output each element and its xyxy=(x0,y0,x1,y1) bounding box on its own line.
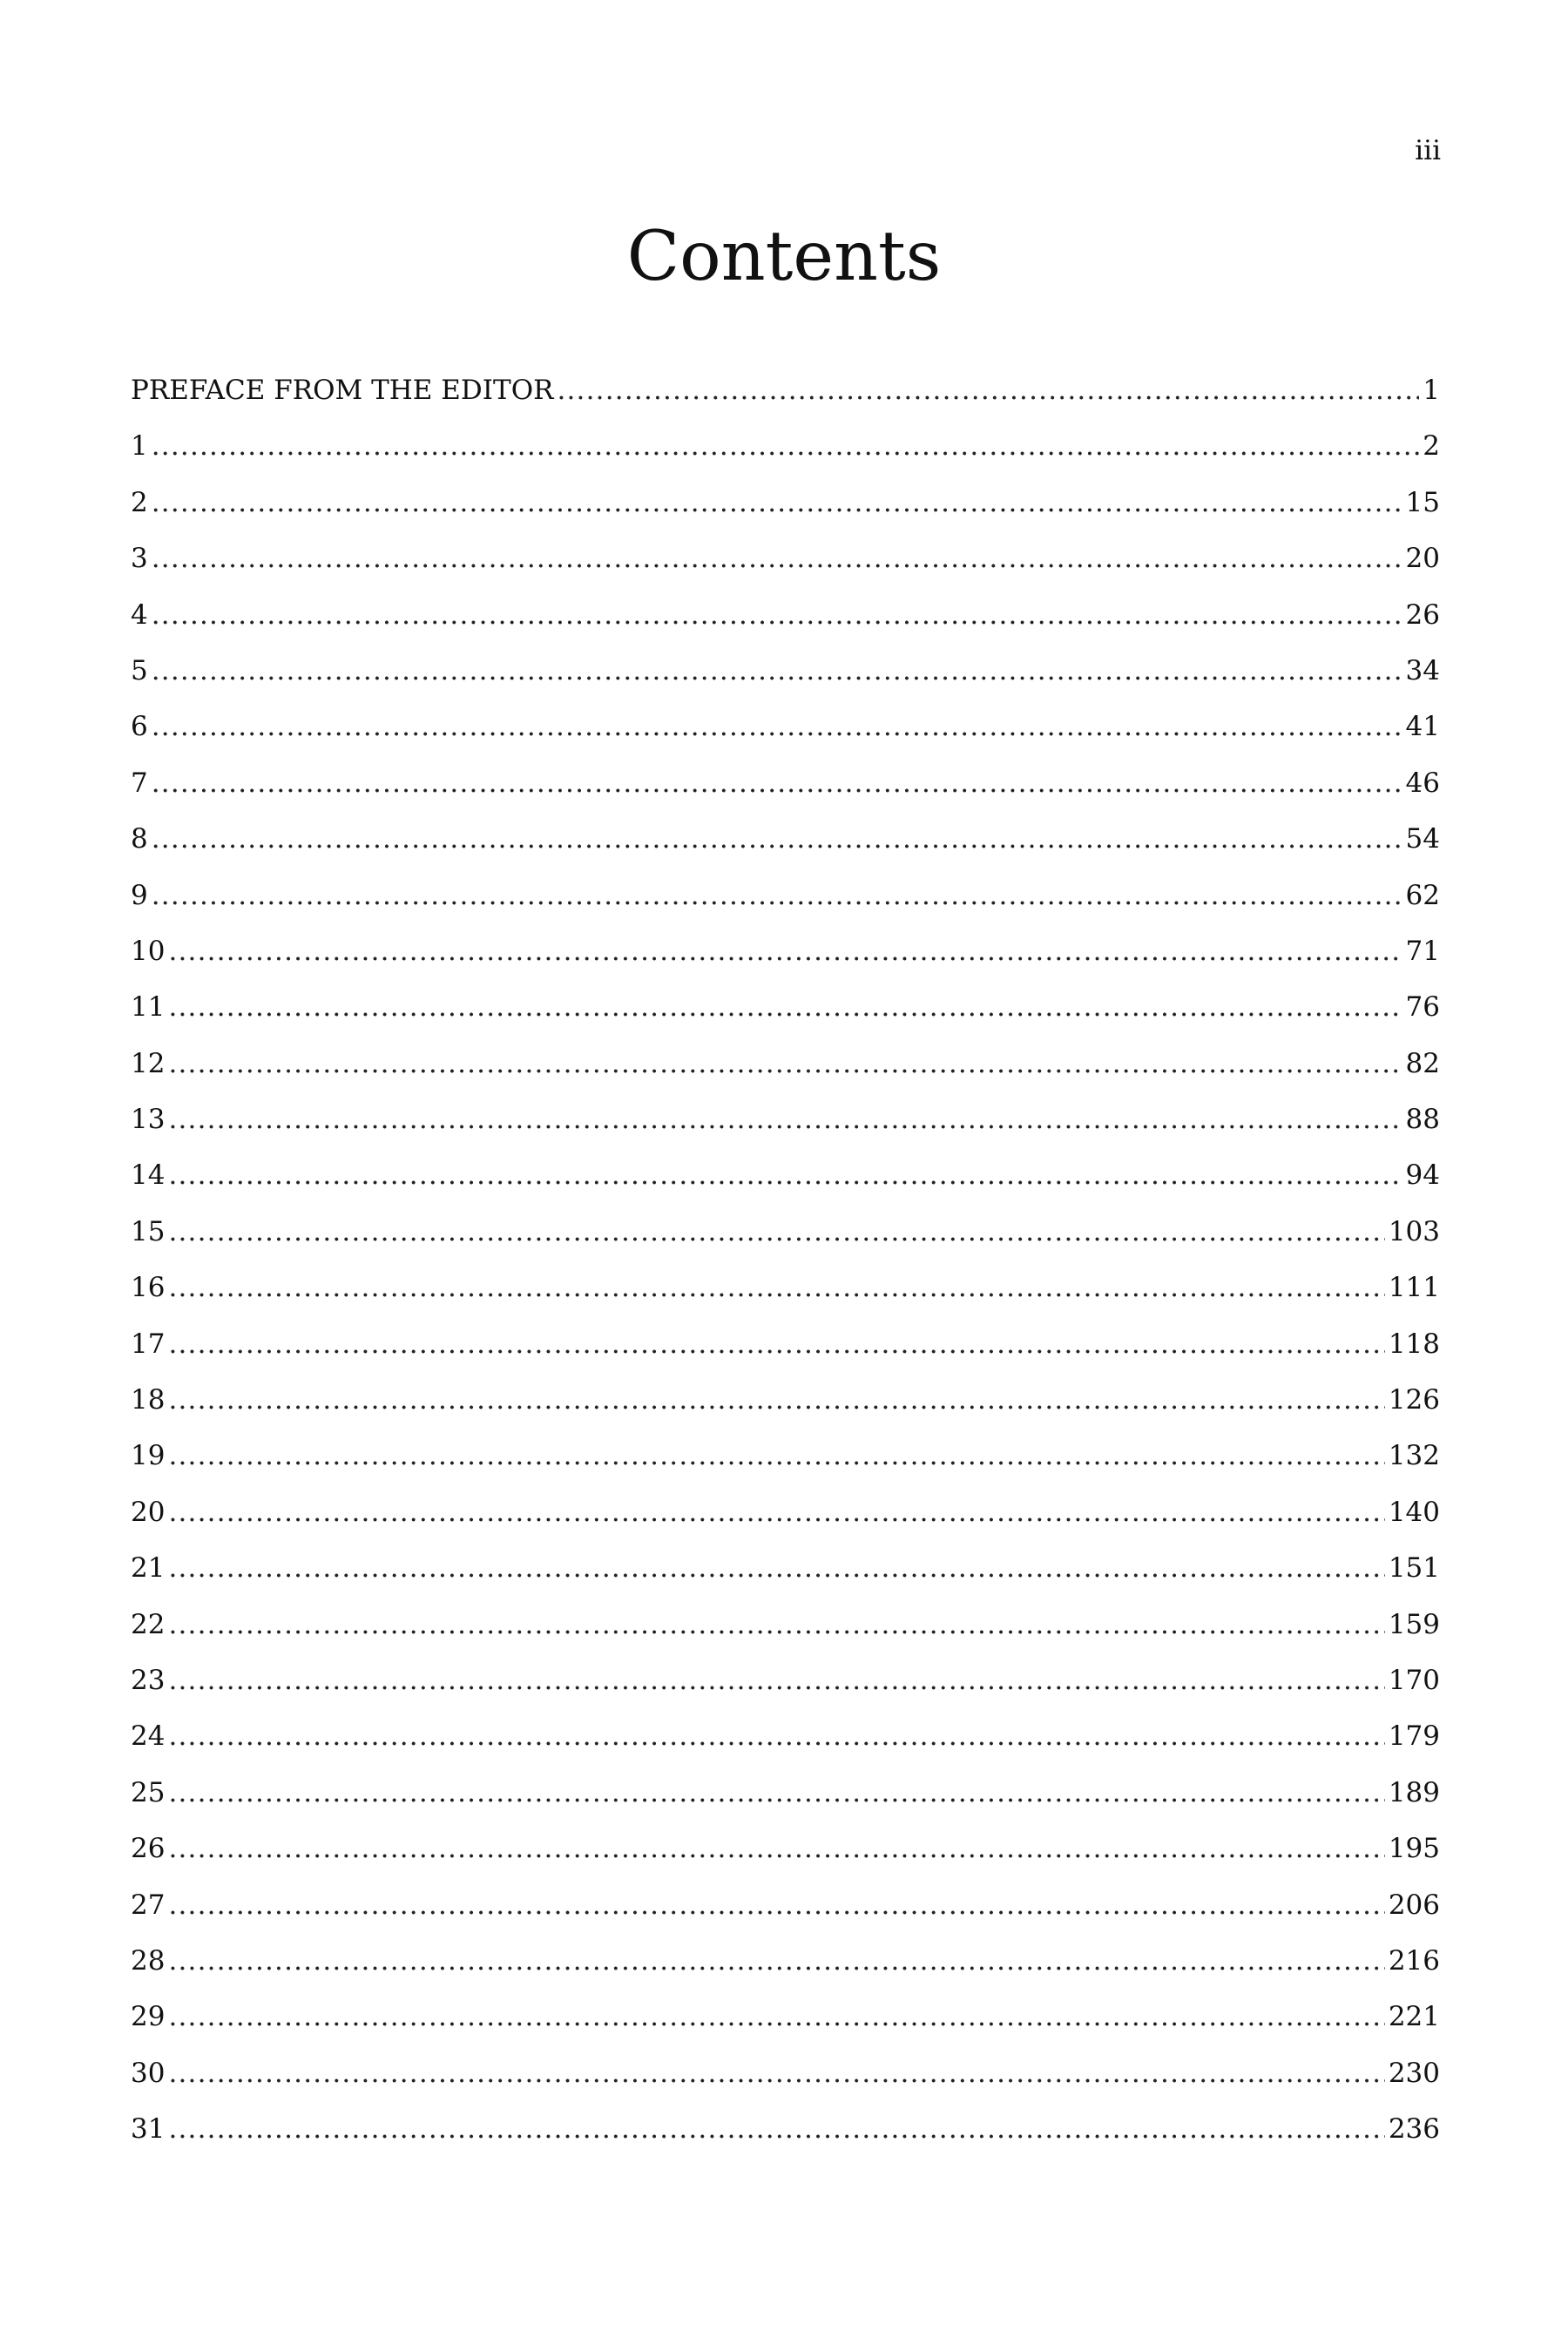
toc-dot-leader xyxy=(168,1219,1384,1246)
toc-entry-page: 1 xyxy=(1423,375,1440,406)
toc-entry-page: 94 xyxy=(1405,1159,1440,1192)
toc-entry[interactable] xyxy=(131,1664,1440,1723)
toc-entry[interactable] xyxy=(131,991,1440,1050)
toc-entry[interactable] xyxy=(131,1384,1440,1443)
toc-entry-page: 216 xyxy=(1388,1944,1440,1977)
toc-entry-label: 30 xyxy=(131,2057,166,2089)
toc-dot-leader xyxy=(168,1106,1402,1133)
toc-dot-leader xyxy=(168,1948,1384,1975)
toc-dot-leader xyxy=(152,545,1402,572)
toc-dot-leader xyxy=(168,1274,1384,1301)
toc-dot-leader xyxy=(152,882,1402,909)
toc-entry-label: 4 xyxy=(131,598,148,631)
toc-dot-leader xyxy=(152,602,1402,629)
toc-dot-leader xyxy=(168,1443,1384,1470)
toc-entry-page: 132 xyxy=(1388,1440,1440,1472)
toc-entry-label: 21 xyxy=(131,1552,166,1585)
toc-entry-page: 76 xyxy=(1405,991,1440,1024)
toc-entry-page: 26 xyxy=(1405,598,1440,631)
toc-dot-leader xyxy=(168,1331,1384,1358)
toc-entry-page: 206 xyxy=(1388,1889,1440,1921)
toc-entry-page: 46 xyxy=(1405,767,1440,799)
toc-entry-label: 14 xyxy=(131,1159,166,1192)
toc-entry-label: 31 xyxy=(131,2113,166,2146)
toc-entry-label: 13 xyxy=(131,1104,166,1136)
toc-entry-page: 118 xyxy=(1388,1328,1440,1360)
toc-entry-page: 151 xyxy=(1388,1552,1440,1585)
toc-entry-label: 24 xyxy=(131,1720,166,1753)
toc-entry[interactable] xyxy=(131,767,1440,826)
toc-entry-label: 27 xyxy=(131,1889,166,1921)
toc-entry[interactable] xyxy=(131,713,1440,769)
toc-entry-page: 170 xyxy=(1388,1664,1440,1696)
toc-entry-page: 236 xyxy=(1388,2113,1440,2146)
toc-entry-page: 82 xyxy=(1405,1047,1440,1079)
toc-entry[interactable] xyxy=(131,654,1440,713)
toc-entry[interactable] xyxy=(131,430,1440,489)
toc-dot-leader xyxy=(152,658,1402,685)
toc-entry[interactable] xyxy=(131,1159,1440,1218)
toc-entry-label: 16 xyxy=(131,1272,166,1304)
toc-entry-page: 195 xyxy=(1388,1833,1440,1865)
toc-dot-leader xyxy=(168,1555,1384,1582)
toc-entry-page: 71 xyxy=(1405,935,1440,967)
toc-entry[interactable] xyxy=(131,486,1440,545)
toc-entry[interactable] xyxy=(131,1496,1440,1555)
toc-entry[interactable] xyxy=(131,2001,1440,2059)
toc-entry[interactable] xyxy=(131,1720,1440,1779)
toc-entry-page: 159 xyxy=(1388,1608,1440,1640)
toc-entry-label: 8 xyxy=(131,823,148,855)
toc-entry[interactable] xyxy=(131,1889,1440,1948)
toc-entry[interactable] xyxy=(131,1274,1440,1330)
toc-dot-leader xyxy=(168,1723,1384,1750)
toc-entry-label: 19 xyxy=(131,1440,166,1472)
toc-entry[interactable] xyxy=(131,1776,1440,1835)
toc-dot-leader xyxy=(168,1051,1402,1078)
toc-dot-leader xyxy=(557,377,1419,404)
toc-entry[interactable] xyxy=(131,377,1440,433)
toc-dot-leader xyxy=(168,938,1402,965)
toc-entry-page: 140 xyxy=(1388,1496,1440,1528)
toc-entry-label: 7 xyxy=(131,767,148,799)
toc-entry[interactable] xyxy=(131,1608,1440,1667)
page-number: iii xyxy=(1415,135,1441,166)
toc-entry-label: PREFACE FROM THE EDITOR xyxy=(131,375,554,406)
toc-entry-page: 189 xyxy=(1388,1776,1440,1808)
toc-dot-leader xyxy=(168,1835,1384,1862)
toc-entry-label: 10 xyxy=(131,935,166,967)
toc-entry-label: 3 xyxy=(131,543,148,575)
toc-dot-leader xyxy=(152,826,1402,853)
toc-entry-label: 1 xyxy=(131,430,148,463)
toc-entry-label: 17 xyxy=(131,1328,166,1360)
toc-entry-page: 41 xyxy=(1405,711,1440,743)
toc-entry-label: 6 xyxy=(131,711,148,743)
toc-dot-leader xyxy=(152,713,1402,740)
toc-dot-leader xyxy=(168,1892,1384,1919)
toc-entry-label: 18 xyxy=(131,1384,166,1416)
toc-entry-label: 23 xyxy=(131,1664,166,1696)
toc-entry-label: 22 xyxy=(131,1608,166,1640)
toc-entry-label: 12 xyxy=(131,1047,166,1079)
toc-entry[interactable] xyxy=(131,1215,1440,1274)
toc-dot-leader xyxy=(168,1780,1384,1807)
toc-dot-leader xyxy=(152,490,1402,517)
table-of-contents xyxy=(131,377,1440,2173)
toc-entry-page: 54 xyxy=(1405,823,1440,855)
toc-entry-page: 15 xyxy=(1405,486,1440,518)
toc-entry[interactable] xyxy=(131,1944,1440,2004)
toc-entry[interactable] xyxy=(131,1440,1440,1498)
toc-dot-leader xyxy=(168,994,1402,1021)
toc-dot-leader xyxy=(168,2004,1384,2031)
toc-dot-leader xyxy=(168,1499,1384,1526)
toc-entry[interactable] xyxy=(131,1106,1440,1162)
page-title: Contents xyxy=(626,216,942,296)
toc-entry-page: 221 xyxy=(1388,2001,1440,2033)
toc-entry[interactable] xyxy=(131,2057,1440,2116)
toc-entry[interactable] xyxy=(131,935,1440,994)
toc-entry-label: 25 xyxy=(131,1776,166,1808)
toc-entry[interactable] xyxy=(131,1047,1440,1106)
toc-dot-leader xyxy=(168,1387,1384,1414)
toc-entry-label: 29 xyxy=(131,2001,166,2033)
toc-entry-page: 179 xyxy=(1388,1720,1440,1753)
toc-entry-page: 2 xyxy=(1423,430,1440,463)
toc-entry-page: 126 xyxy=(1388,1384,1440,1416)
toc-entry[interactable] xyxy=(131,1328,1440,1387)
toc-entry-page: 88 xyxy=(1405,1104,1440,1136)
toc-dot-leader xyxy=(152,770,1402,797)
toc-entry-label: 11 xyxy=(131,991,166,1024)
toc-entry-page: 111 xyxy=(1388,1272,1440,1304)
toc-entry-page: 34 xyxy=(1405,654,1440,686)
toc-entry-label: 15 xyxy=(131,1215,166,1247)
toc-entry-label: 2 xyxy=(131,486,148,518)
toc-entry-page: 103 xyxy=(1388,1215,1440,1247)
toc-entry-label: 26 xyxy=(131,1833,166,1865)
toc-entry-page: 62 xyxy=(1405,879,1440,911)
toc-dot-leader xyxy=(168,2116,1384,2143)
toc-entry[interactable] xyxy=(131,598,1440,658)
toc-entry[interactable] xyxy=(131,1552,1440,1611)
toc-dot-leader xyxy=(168,1667,1384,1694)
toc-dot-leader xyxy=(168,1162,1402,1189)
toc-entry-page: 20 xyxy=(1405,543,1440,575)
toc-dot-leader xyxy=(168,2060,1384,2087)
toc-dot-leader xyxy=(152,433,1420,460)
toc-entry-page: 230 xyxy=(1388,2057,1440,2089)
toc-entry[interactable] xyxy=(131,823,1440,882)
toc-entry-label: 28 xyxy=(131,1944,166,1977)
toc-dot-leader xyxy=(168,1612,1384,1639)
toc-entry-label: 20 xyxy=(131,1496,166,1528)
toc-entry-label: 5 xyxy=(131,654,148,686)
toc-entry[interactable] xyxy=(131,2113,1440,2172)
toc-entry[interactable] xyxy=(131,1835,1440,1891)
toc-entry[interactable] xyxy=(131,545,1440,601)
toc-entry-label: 9 xyxy=(131,879,148,911)
toc-entry[interactable] xyxy=(131,879,1440,938)
